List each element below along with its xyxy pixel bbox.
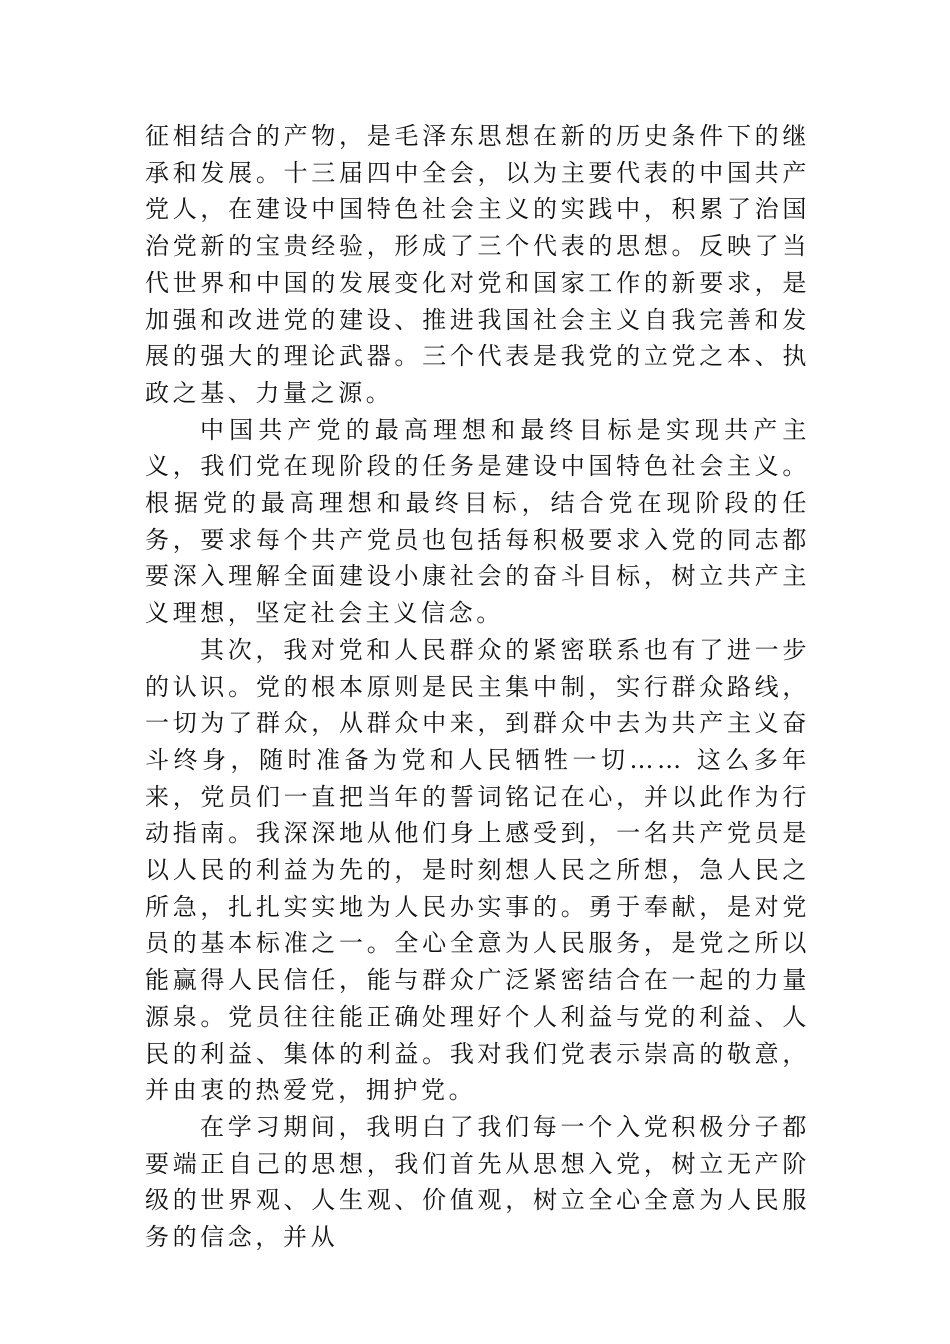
paragraph: 其次，我对党和人民群众的紧密联系也有了进一步的认识。党的根本原则是民主集中制，实行群众路线，一切为了群众，从群众中来，到群众中去为共产主义奋斗终身，随时准备为党和人民牺牲一切…… 这么多年来，党员们一直把当年的誓词铭记在心，并以此作为行动指南。我深深地从他们身上感受到，一名共产党员是以人民的利益为先的，是时刻想人民之所想，急人民之所急，扎扎实实地为人民办实事的。勇于奉献，是对党员的基本标准之一。全心全意为人民服务，是党之所以能赢得人民信任，能与群众广泛紧密结合在一起的力量源泉。党员往往能正确处理好个人利益与党的利益、人民的利益、集体的利益。我对我们党表示崇高的敬意，并由衷的热爱党，拥护党。 <box>145 635 810 1105</box>
document-page <box>145 118 810 1256</box>
paragraph: 中国共产党的最高理想和最终目标是实现共产主义，我们党在现阶段的任务是建设中国特色社会主义。根据党的最高理想和最终目标，结合党在现阶段的任务，要求每个共产党员也包括每积极要求入党的同志都要深入理解全面建设小康社会的奋斗目标，树立共产主义理想，坚定社会主义信念。 <box>145 415 810 628</box>
paragraph: 在学习期间，我明白了我们每一个入党积极分子都要端正自己的思想，我们首先从思想入党，树立无产阶级的世界观、人生观、价值观，树立全心全意为人民服务的信念，并从 <box>145 1112 810 1252</box>
paragraph: 征相结合的产物，是毛泽东思想在新的历史条件下的继承和发展。十三届四中全会，以为主要代表的中国共产党人，在建设中国特色社会主义的实践中，积累了治国治党新的宝贵经验，形成了三个代表的思想。反映了当代世界和中国的发展变化对党和国家工作的新要求，是加强和改进党的建设、推进我国社会主义自我完善和发展的强大的理论武器。三个代表是我党的立党之本、执政之基、力量之源。 <box>145 122 810 407</box>
